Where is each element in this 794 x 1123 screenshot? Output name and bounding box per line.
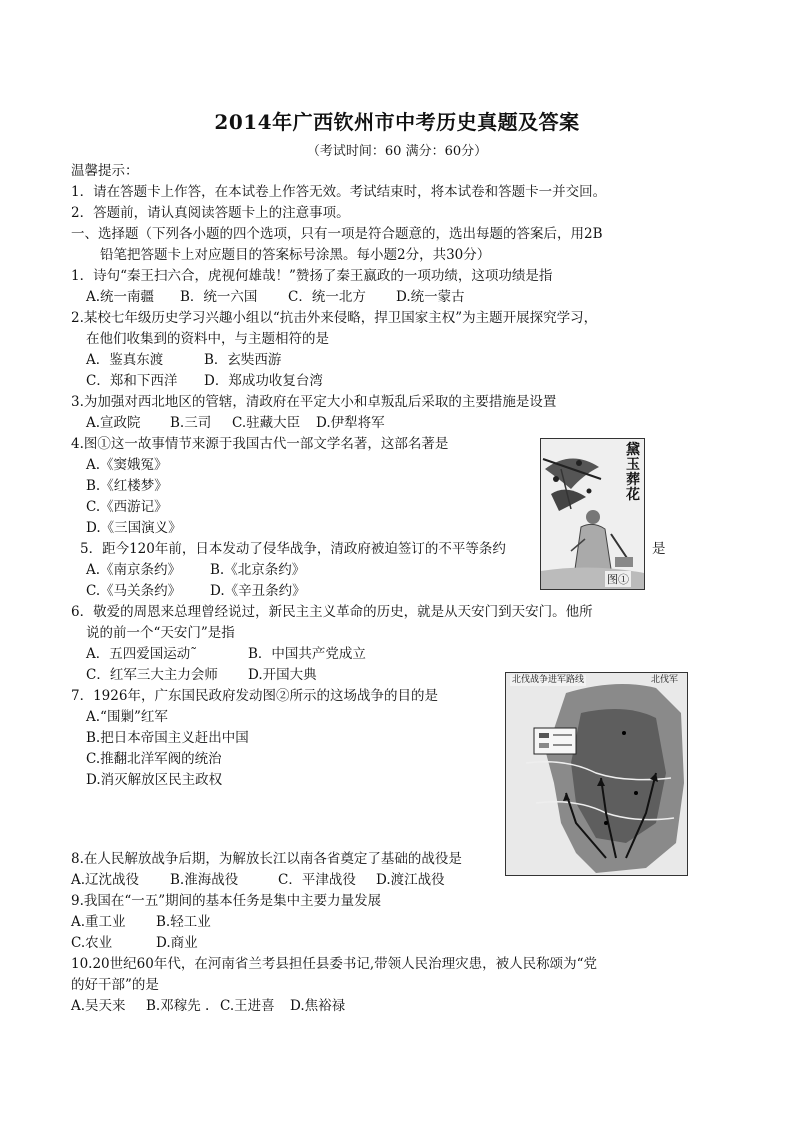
- question-stem: 4.图①这一故事情节来源于我国古代一部文学名著，这部名著是: [71, 436, 449, 452]
- question-stem: 2.某校七年级历史学习兴趣小组以“抗击外来侵略，捍卫国家主权”为主题开展探究学习，: [71, 310, 598, 326]
- question-stem: 9.我国在“一五”期间的基本任务是集中主要力量发展: [71, 893, 382, 909]
- tip-item: 2．答题前，请认真阅读答题卡上的注意事项。: [71, 205, 350, 221]
- figure-2-map-graphic: [506, 673, 687, 875]
- option: A.宣政院: [86, 415, 141, 431]
- tips-heading: 温馨提示：: [71, 163, 139, 179]
- option: D.渡江战役: [376, 872, 445, 888]
- option: A.辽沈战役: [71, 872, 140, 888]
- option: B.《北京条约》: [210, 562, 306, 578]
- option: B.三司: [170, 415, 212, 431]
- option: D.统一蒙古: [396, 289, 465, 305]
- option: C．统一北方: [288, 289, 366, 305]
- exam-info: （考试时间：60 满分：60分）: [306, 144, 488, 159]
- question-stem: 10.20世纪60年代，在河南省兰考县担任县委书记,带领人民治理灾患，被人民称颂为“党: [71, 956, 598, 972]
- option: D.《三国演义》: [86, 520, 182, 536]
- option: C.推翻北洋军阀的统治: [86, 751, 222, 767]
- option: B.邓稼先 .: [146, 998, 210, 1014]
- question-stem: 1．诗句“秦王扫六合，虎视何雄哉！”赞扬了秦王嬴政的一项功绩，这项功绩是指: [71, 268, 553, 284]
- question-stem: 的好干部”的是: [71, 977, 159, 993]
- option: A.统一南疆: [86, 289, 155, 305]
- section-heading: 铅笔把答题卡上对应题目的答案标号涂黑。每小题2分，共30分）: [100, 247, 491, 263]
- option: A.重工业: [71, 914, 126, 930]
- section-heading: 一、选择题（下列各小题的四个选项，只有一项是符合题意的，选出每题的答案后，用2B: [71, 226, 603, 242]
- option: D.商业: [156, 935, 198, 951]
- option: C.《马关条约》: [86, 583, 182, 599]
- option: A．鉴真东渡: [86, 352, 164, 368]
- option: B．统一六国: [180, 289, 258, 305]
- option: C.农业: [71, 935, 113, 951]
- option: D．郑成功收复台湾: [204, 373, 323, 389]
- page-title: 2014年广西钦州市中考历史真题及答案: [214, 110, 580, 134]
- option: A.“围剿”红军: [86, 709, 168, 725]
- option: C．郑和下西洋: [86, 373, 178, 389]
- option: B．玄奘西游: [204, 352, 282, 368]
- option: A．五四爱国运动˜: [86, 646, 197, 662]
- option: C.《西游记》: [86, 499, 168, 515]
- option: C.驻藏大臣: [232, 415, 301, 431]
- option: C．红军三大主力会师: [86, 667, 218, 683]
- option: D.焦裕禄: [290, 998, 346, 1014]
- option: B.轻工业: [156, 914, 211, 930]
- question-stem: 5．距今120年前，日本发动了侵华战争，清政府被迫签订的不平等条约: [80, 541, 506, 557]
- option: D.伊犁将军: [316, 415, 385, 431]
- figure-1-title: 黛玉葬花: [626, 442, 640, 503]
- question-stem: 在他们收集到的资料中，与主题相符的是: [86, 331, 329, 347]
- option: D.《辛丑条约》: [210, 583, 306, 599]
- figure-2-corner-label: 北伐军: [651, 675, 679, 685]
- question-stem: 说的前一个“天安门”是指: [86, 625, 235, 641]
- question-stem: 是: [652, 541, 666, 557]
- option: B.《红楼梦》: [86, 478, 168, 494]
- tip-item: 1．请在答题卡上作答，在本试卷上作答无效。考试结束时，将本试卷和答题卡一并交回。: [71, 184, 607, 200]
- question-stem: 7．1926年，广东国民政府发动图②所示的这场战争的目的是: [71, 688, 438, 704]
- figure-2-header: 北伐战争进军路线: [512, 675, 585, 685]
- option: C.王进喜: [220, 998, 275, 1014]
- figure-1-daiyu-burying-flowers: [540, 438, 645, 590]
- option: B．中国共产党成立: [248, 646, 366, 662]
- option: B.把日本帝国主义赶出中国: [86, 730, 249, 746]
- question-stem: 3.为加强对西北地区的管辖，清政府在平定大小和卓叛乱后采取的主要措施是设置: [71, 394, 557, 410]
- option: A.吴天来: [71, 998, 126, 1014]
- option: D.开国大典: [248, 667, 317, 683]
- option: C．平津战役: [278, 872, 356, 888]
- option: A.《南京条约》: [86, 562, 182, 578]
- question-stem: 8.在人民解放战争后期，为解放长江以南各省奠定了基础的战役是: [71, 851, 462, 867]
- option: D.消灭解放区民主政权: [86, 772, 223, 788]
- option: A.《窦娥冤》: [86, 457, 168, 473]
- figure-2-northern-expedition-map: [505, 672, 688, 876]
- question-stem: 6．敬爱的周恩来总理曾经说过，新民主主义革命的历史，就是从天安门到天安门。他所: [71, 604, 593, 620]
- option: B.淮海战役: [170, 872, 239, 888]
- figure-1-caption: 图①: [607, 573, 629, 586]
